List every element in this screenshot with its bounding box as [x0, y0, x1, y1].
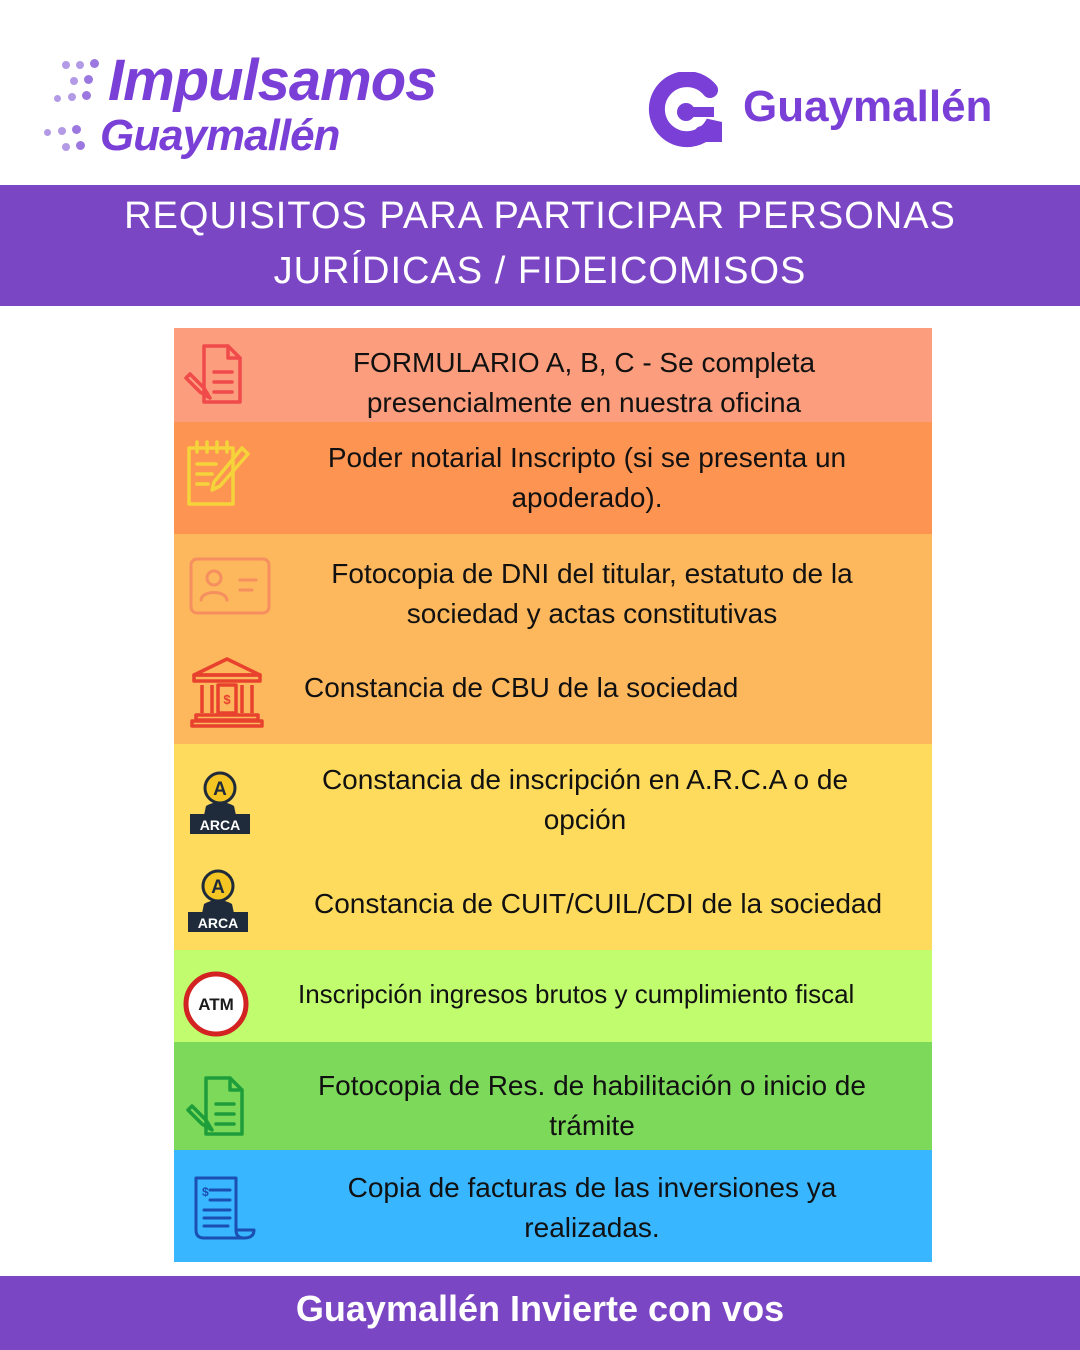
notepad-pencil-icon — [186, 440, 250, 508]
requirement-text: Constancia de inscripción en A.R.C.A o de opción — [321, 764, 849, 835]
guaymallen-logo — [648, 72, 1048, 152]
banner-title-line1: REQUISITOS PARA PARTICIPAR PERSONAS — [124, 195, 956, 237]
logo-impulsamos-text: Impulsamos — [108, 48, 437, 113]
arca-badge-text: ARCA — [197, 915, 239, 931]
requirement-text: Copia de facturas de las inversiones ya realizadas. — [347, 1172, 837, 1243]
requirement-text: Inscripción ingresos brutos y cumplimiento fiscal — [298, 979, 855, 1009]
logo-guaymallen-name: Guaymallén — [743, 82, 993, 131]
document-edit-icon — [186, 1074, 250, 1140]
document-edit-icon — [184, 342, 248, 408]
requirement-text: Constancia de CUIT/CUIL/CDI de la sociedad — [314, 888, 883, 919]
guaymallen-g-icon — [648, 72, 724, 148]
requirement-text: FORMULARIO A, B, C - Se completa presencialmente en nuestra oficina — [352, 347, 816, 418]
requirement-row — [174, 858, 932, 950]
atm-logo-icon — [182, 970, 250, 1038]
arca-badge-text: ARCA — [199, 817, 241, 833]
footer-banner — [0, 1276, 1080, 1350]
requirement-row — [174, 744, 932, 858]
requirement-text: Fotocopia de Res. de habilitación o inicio de trámite — [318, 1070, 866, 1141]
svg-text:$: $ — [223, 692, 231, 707]
footer-slogan: Guaymallén Invierte con vos — [295, 1288, 785, 1329]
arca-letter: A — [213, 779, 227, 800]
requirement-row — [174, 629, 932, 744]
requirement-row — [174, 328, 932, 422]
title-banner — [0, 185, 1080, 306]
svg-text:$: $ — [202, 1185, 209, 1199]
id-card-icon — [188, 556, 272, 616]
requirement-row — [174, 1042, 932, 1150]
invoice-icon — [190, 1176, 258, 1240]
requirement-row — [174, 950, 932, 1042]
atm-badge-text: ATM — [198, 995, 234, 1014]
banner-title-line2: JURÍDICAS / FIDEICOMISOS — [273, 250, 807, 292]
requirement-text: Fotocopia de DNI del titular, estatuto de la sociedad y actas constitutivas — [331, 558, 853, 629]
requirement-text: Poder notarial Inscripto (si se presenta un apoderado). — [327, 442, 847, 513]
header — [0, 0, 1080, 185]
impulsamos-guaymallen-logo — [40, 45, 500, 175]
requirement-row — [174, 534, 932, 629]
bank-icon — [190, 655, 264, 729]
logo-guaymallen-text: Guaymallén — [100, 111, 340, 160]
requirement-row — [174, 1150, 932, 1262]
requirement-row — [174, 422, 932, 534]
arca-logo-icon — [190, 768, 250, 838]
requirement-text: Constancia de CBU de la sociedad — [304, 672, 739, 703]
arca-logo-icon — [188, 866, 248, 936]
arca-letter: A — [211, 877, 225, 898]
